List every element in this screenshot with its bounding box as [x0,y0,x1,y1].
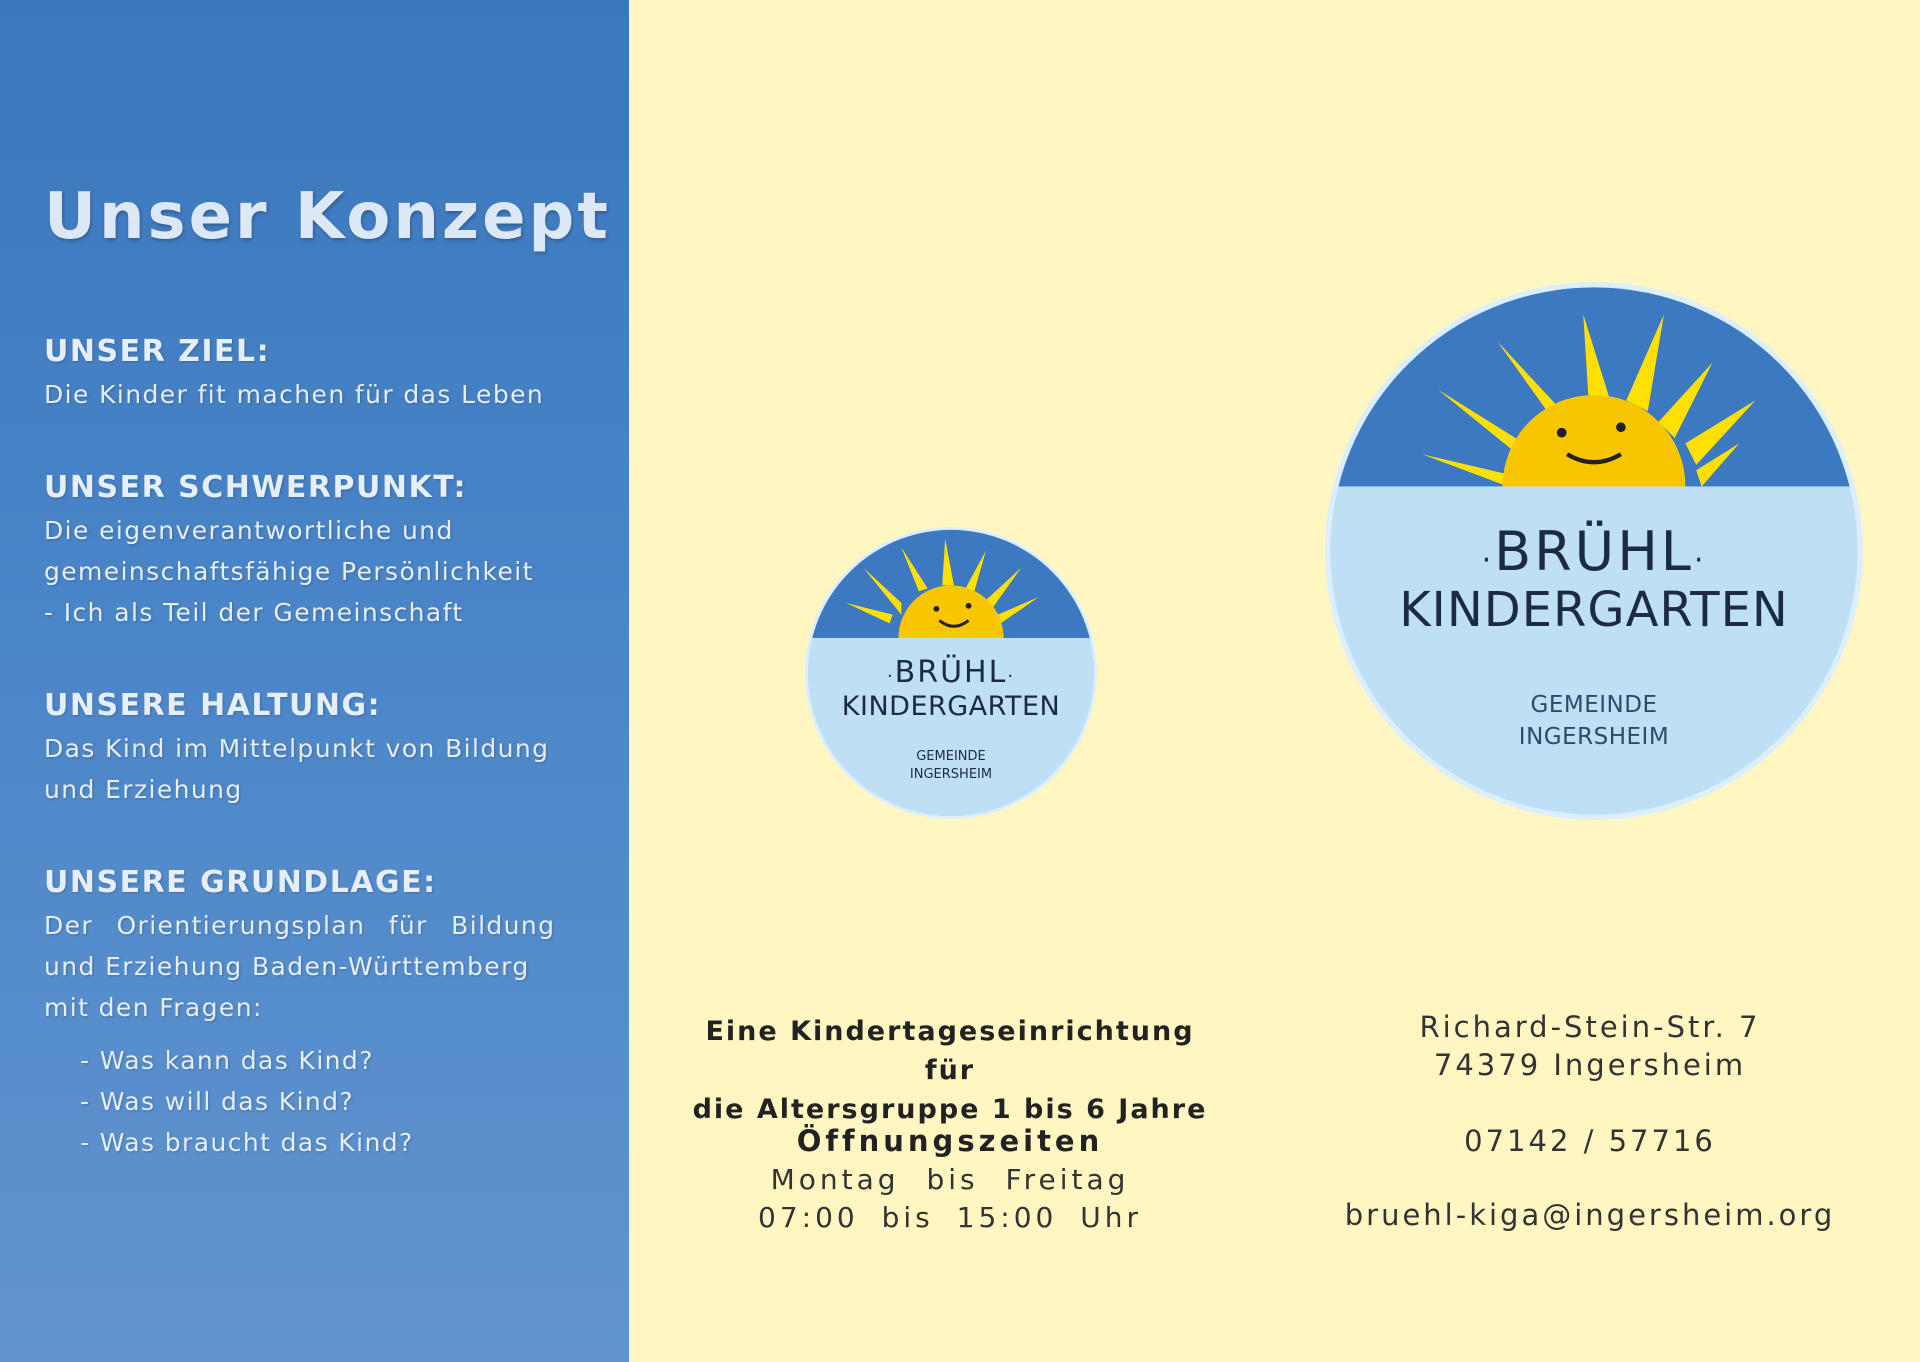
logo-brand-name: BRÜHL [1494,520,1694,583]
logo-gemeinde: GEMEINDE [916,749,986,764]
section-text-line: und Erziehung Baden-Württemberg [44,952,530,981]
logo-brand-line: ·BRÜHL· [1481,520,1707,583]
address-city: 74379 Ingersheim [1433,1048,1747,1082]
logo-kindergarten: KINDERGARTEN [841,691,1061,722]
logo-ingersheim: INGERSHEIM [909,767,993,782]
section-grundlage [44,861,574,1028]
large-logo [1325,282,1863,820]
intro-line: Eine Kindertageseinrichtung für [705,1016,1195,1086]
section-text-line: Die eigenverantwortliche und [44,516,454,545]
phone-number: 07142 / 57716 [1464,1124,1716,1158]
contact-block [1290,1008,1890,1234]
section-text-line: gemeinschaftsfähige Persönlichkeit [44,557,534,586]
question-item: - Was kann das Kind? [80,1046,374,1075]
section-text-line: Das Kind im Mittelpunkt von Bildung [44,734,550,763]
section-text: Die Kinder fit machen für das Leben [44,380,545,409]
hours-days: Montag bis Freitag [770,1163,1130,1196]
section-heading: UNSERE HALTUNG: [44,688,382,723]
logo-brand-name: BRÜHL [894,655,1008,690]
section-text-line: und Erziehung [44,775,243,804]
section-ziel [44,330,574,415]
logo-kindergarten: KINDERGARTEN [1399,582,1789,638]
section-heading: UNSERE GRUNDLAGE: [44,865,437,900]
section-haltung [44,684,574,810]
section-text-line: - Ich als Teil der Gemeinschaft [44,598,464,627]
logo-brand-line: ·BRÜHL· [886,655,1016,690]
section-text-line: Der Orientierungsplan für Bildung [44,911,556,940]
section-heading: UNSER SCHWERPUNKT: [44,470,468,505]
logo-gemeinde: GEMEINDE [1530,692,1658,718]
opening-hours [680,1122,1220,1237]
intro-line: die Altersgruppe 1 bis 6 Jahre [692,1094,1208,1125]
address-street: Richard-Stein-Str. 7 [1419,1010,1761,1044]
hours-title: Öffnungszeiten [796,1124,1104,1158]
section-schwerpunkt [44,466,574,633]
hours-times: 07:00 bis 15:00 Uhr [758,1201,1142,1234]
email-address: bruehl-kiga@ingersheim.org [1344,1198,1836,1232]
question-item: - Was braucht das Kind? [80,1128,414,1157]
intro-block [680,1012,1220,1129]
concept-panel [0,0,629,1362]
question-item: - Was will das Kind? [80,1087,355,1116]
small-logo [805,527,1097,819]
logo-ingersheim: INGERSHEIM [1518,724,1670,750]
section-heading: UNSER ZIEL: [44,334,271,369]
section-text-line: mit den Fragen: [44,993,263,1022]
question-list [80,1040,414,1163]
panel-title: Unser Konzept [44,180,611,254]
